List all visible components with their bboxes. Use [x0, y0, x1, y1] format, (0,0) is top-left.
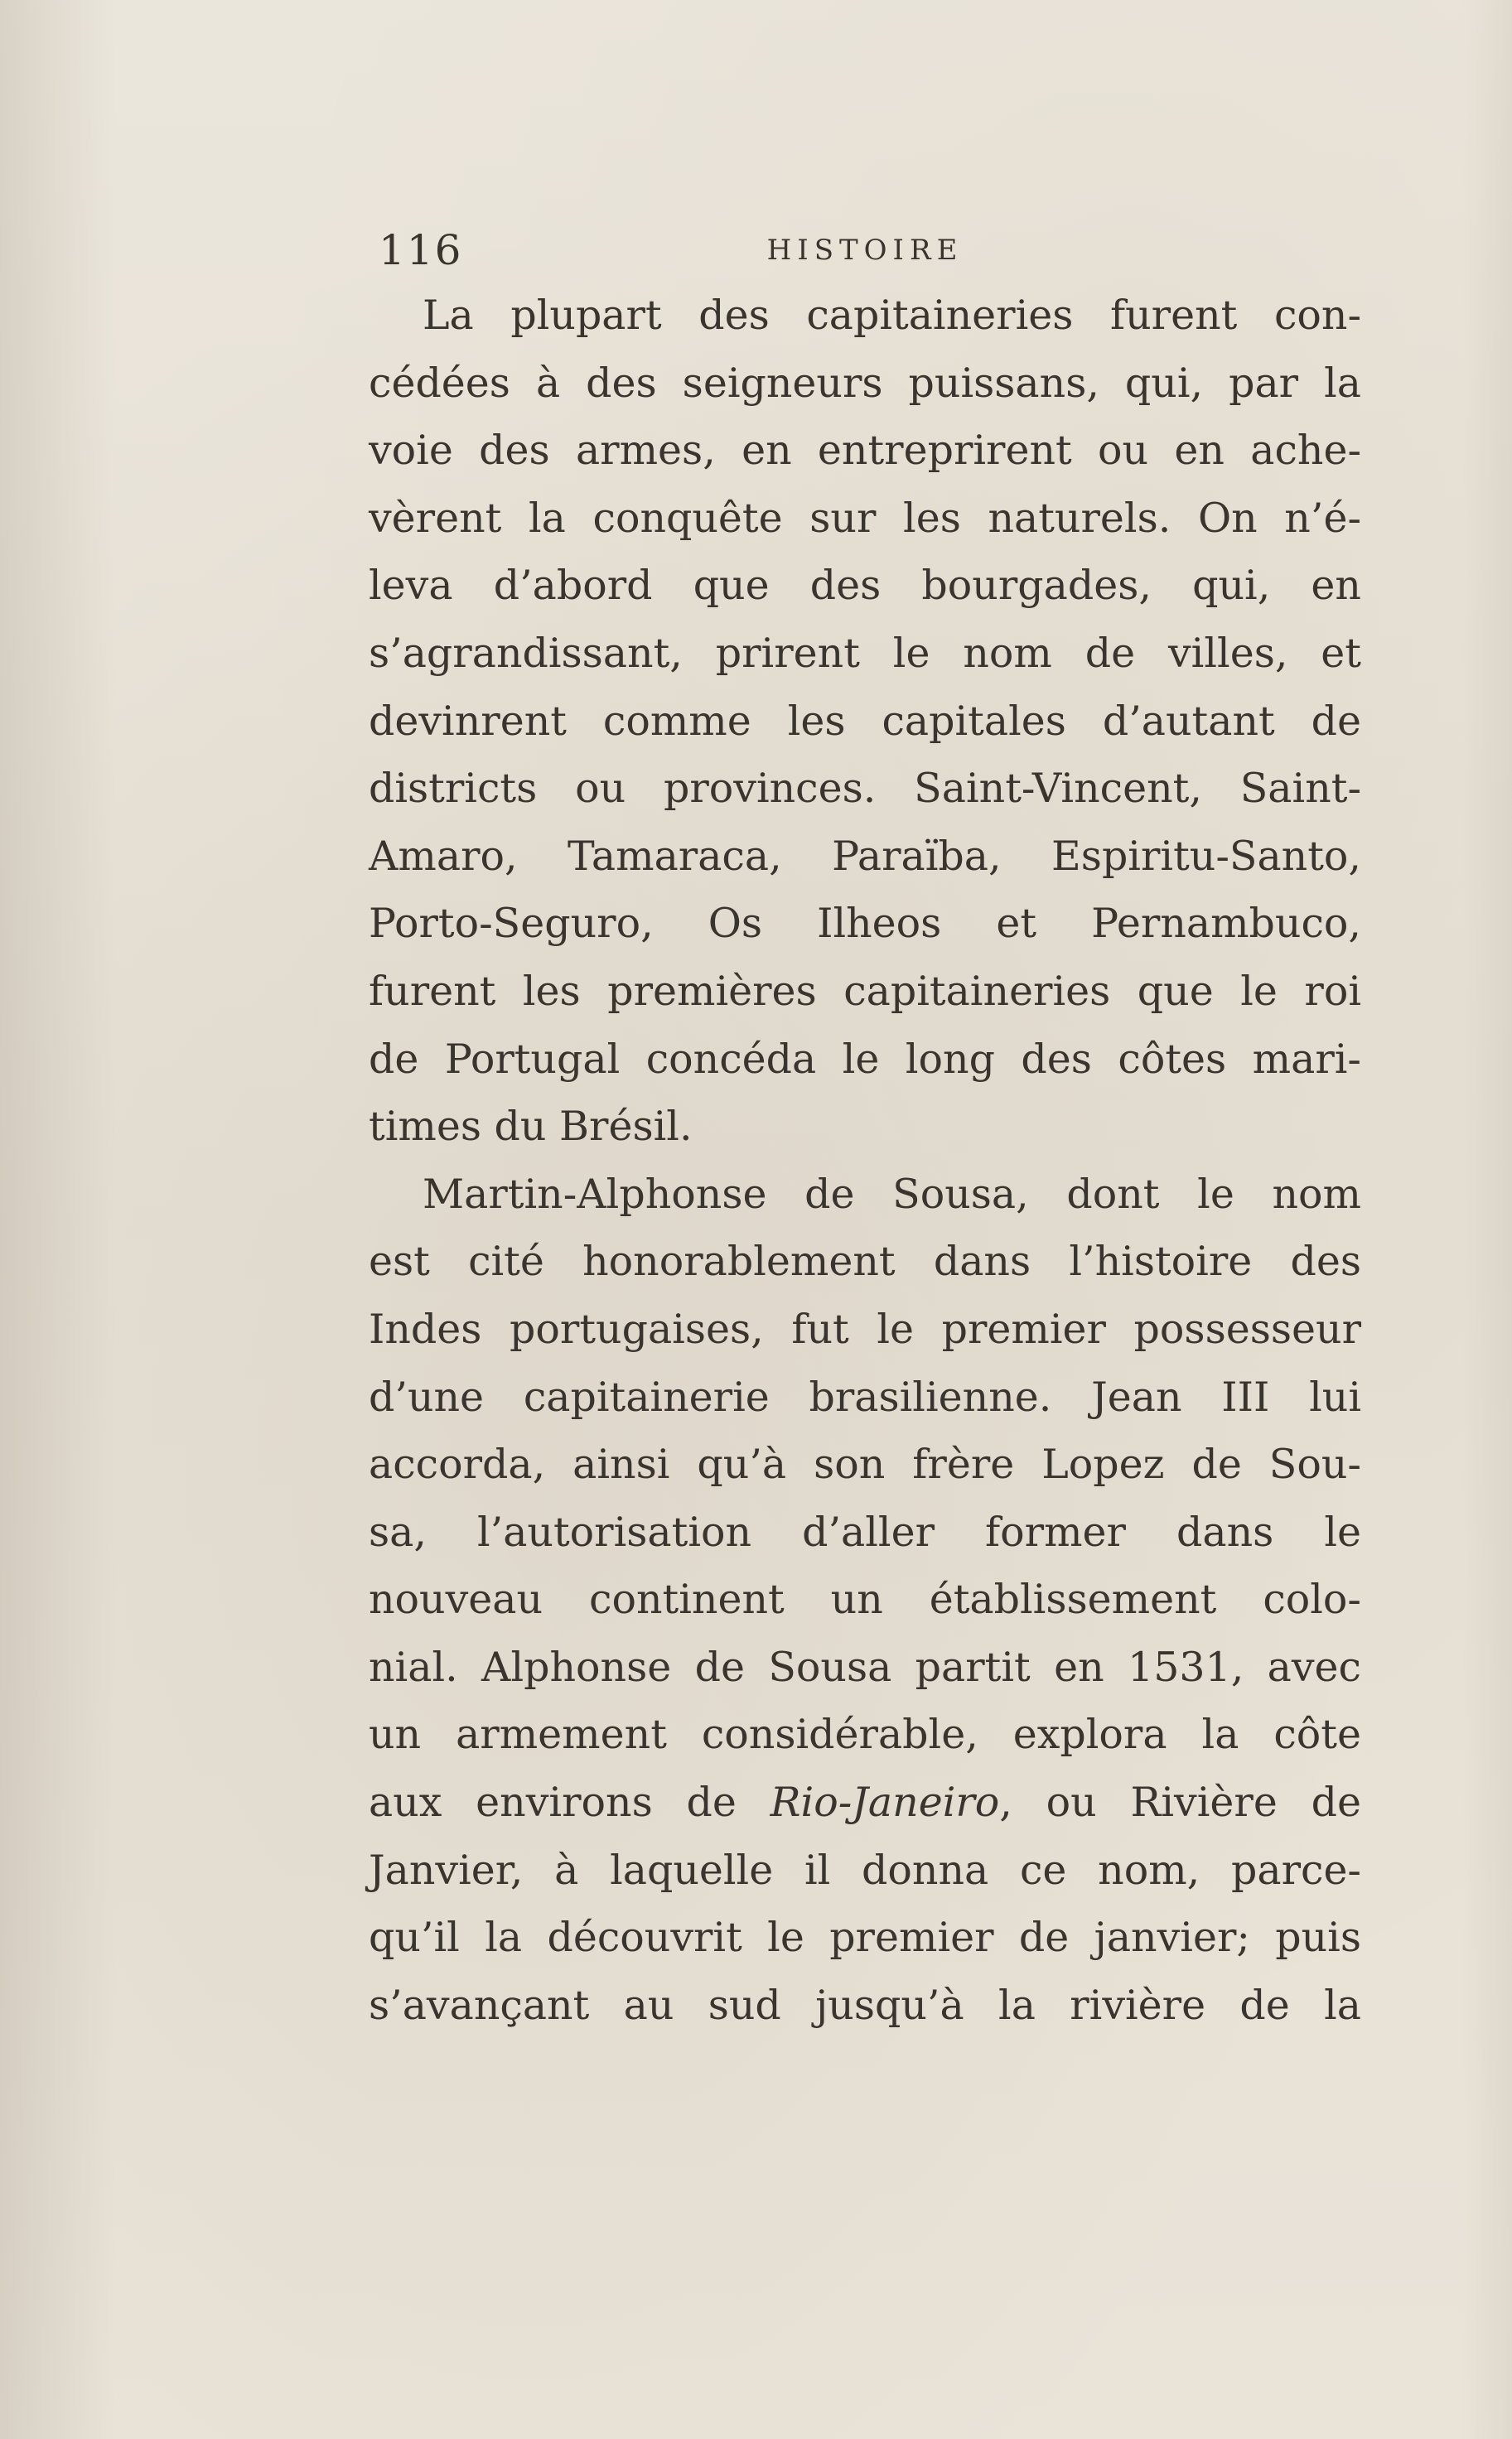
- text-line: s’avançant au sud jusqu’à la rivière de la: [369, 1981, 1361, 2029]
- text-block: [369, 220, 1361, 2039]
- text-line: devinrent comme les capitales d’autant de: [369, 697, 1361, 745]
- text-line: furent les premières capitaineries que le roi: [369, 967, 1361, 1015]
- page-edge-shadow-right: [1462, 0, 1512, 2439]
- text-line: nial. Alphonse de Sousa partit en 1531, avec: [369, 1643, 1361, 1691]
- text-line: Janvier, à laquelle il donna ce nom, parce-: [369, 1846, 1361, 1894]
- text-line: est cité honorablement dans l’histoire des: [369, 1238, 1361, 1286]
- text-line: times du Brésil.: [369, 1103, 693, 1151]
- text-line: voie des armes, en entreprirent ou en ache-: [369, 427, 1361, 475]
- text-line: La plupart des capitaineries furent con-: [423, 292, 1361, 339]
- text-line: leva d’abord que des bourgades, qui, en: [369, 562, 1361, 610]
- paragraph-1: [369, 282, 1361, 1161]
- running-head-title: HISTOIRE: [766, 234, 964, 267]
- text-line-with-italic: [369, 1769, 1361, 1837]
- text-line: Porto-Seguro, Os Ilheos et Pernambuco,: [369, 900, 1361, 948]
- text-line: un armement considérable, explora la côte: [369, 1711, 1361, 1759]
- text-line: Amaro, Tamaraca, Paraïba, Espiritu-Santo,: [369, 832, 1361, 880]
- text-line: qu’il la découvrit le premier de janvier; puis: [369, 1914, 1361, 1962]
- text-line: districts ou provinces. Saint-Vincent, Saint-: [369, 765, 1361, 813]
- text-line: de Portugal concéda le long des côtes mari-: [369, 1035, 1361, 1083]
- text-line: accorda, ainsi qu’à son frère Lopez de Sou-: [369, 1441, 1361, 1489]
- text-line: sa, l’autorisation d’aller former dans le: [369, 1508, 1361, 1556]
- text-line: d’une capitainerie brasilienne. Jean III lui: [369, 1373, 1361, 1421]
- text-line: s’agrandissant, prirent le nom de villes, et: [369, 629, 1361, 677]
- italic-place-name: Rio-Janeiro: [770, 1779, 1000, 1827]
- text-line: vèrent la conquête sur les naturels. On n’é-: [369, 494, 1361, 542]
- text-run: , ou Rivière de: [999, 1779, 1361, 1827]
- page-edge-shadow: [0, 0, 116, 2439]
- paragraph-2: [369, 1161, 1361, 2040]
- running-head: [369, 220, 1361, 282]
- text-run: aux environs de: [369, 1779, 770, 1827]
- page-number: 116: [379, 226, 463, 274]
- text-line: Martin-Alphonse de Sousa, dont le nom: [423, 1170, 1361, 1218]
- text-line: Indes portugaises, fut le premier possesseur: [369, 1305, 1361, 1353]
- text-line: nouveau continent un établissement colo-: [369, 1576, 1361, 1624]
- text-line: cédées à des seigneurs puissans, qui, par la: [369, 359, 1361, 407]
